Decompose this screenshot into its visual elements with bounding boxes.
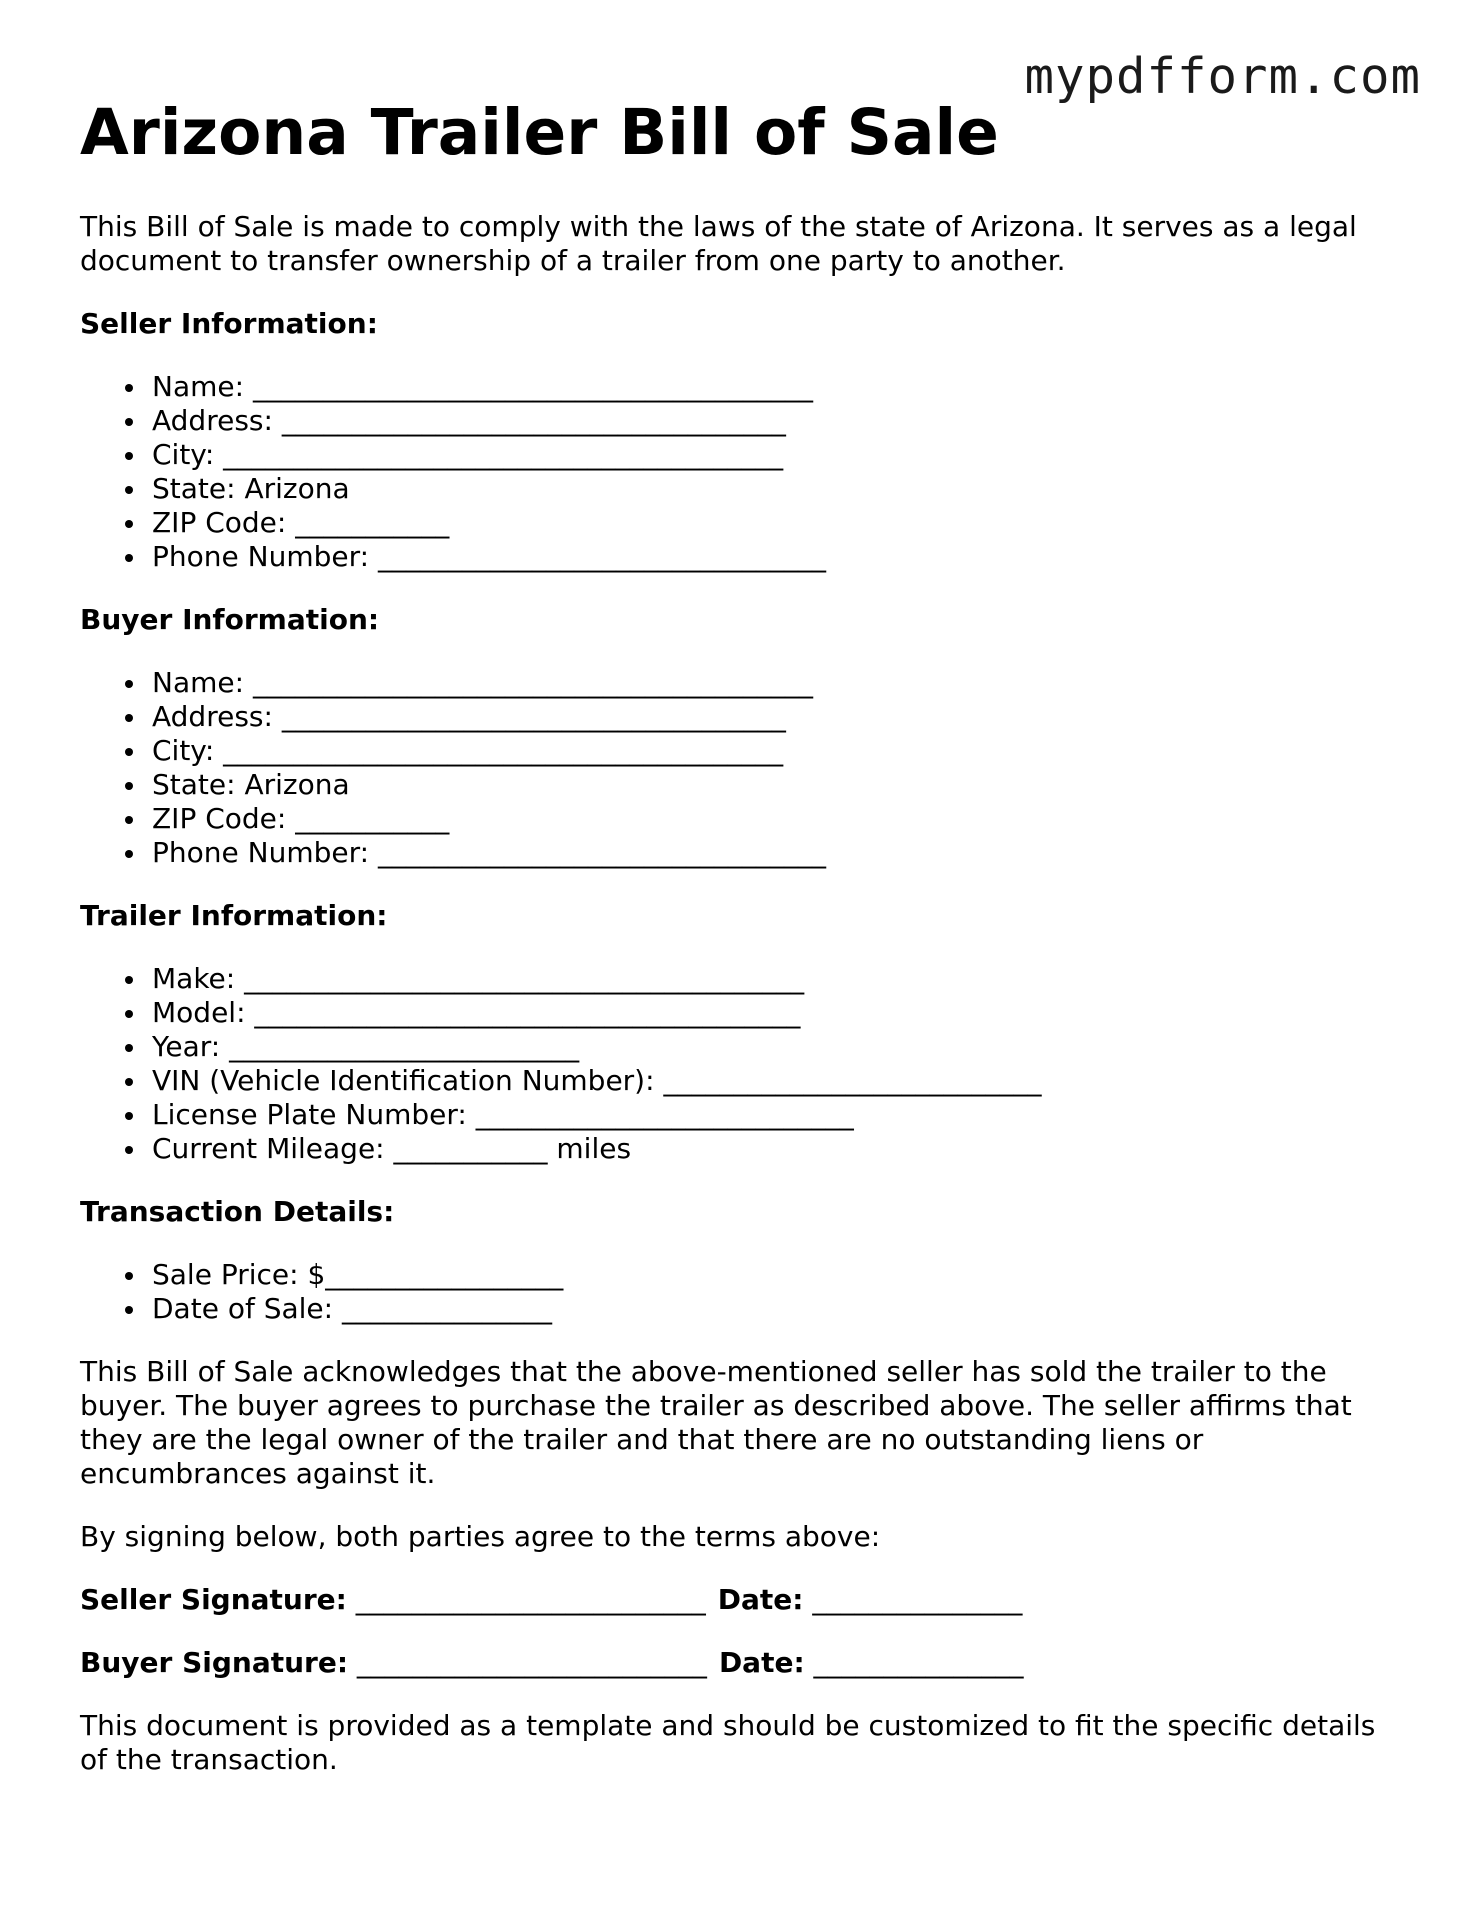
document-body — [80, 210, 1410, 1806]
field-label: Phone Number: — [152, 540, 370, 573]
field-blank[interactable]: ________________________________________ — [235, 962, 805, 995]
trailer-year-field[interactable] — [152, 1030, 1410, 1064]
sale-price-field[interactable] — [152, 1258, 1410, 1292]
seller-info-list — [80, 370, 1410, 574]
field-label: City: — [152, 734, 215, 767]
buyer-signature-label: Buyer Signature: — [80, 1646, 349, 1679]
seller-name-field[interactable] — [152, 370, 1410, 404]
field-blank[interactable]: ________________________________________ — [214, 734, 784, 767]
seller-state-field — [152, 472, 1410, 506]
buyer-date-label: Date: — [718, 1646, 805, 1679]
buyer-state-field — [152, 768, 1410, 802]
buyer-info-list — [80, 666, 1410, 870]
field-label: VIN (Vehicle Identification Number): — [152, 1064, 655, 1097]
seller-signature-line — [80, 1583, 1410, 1617]
intro-paragraph: This Bill of Sale is made to comply with the laws of the state of Arizona. It serves as a legal document to transfer ownership of a trailer from one party to another. — [80, 210, 1357, 277]
field-blank[interactable]: ___________________________ — [654, 1064, 1042, 1097]
field-blank[interactable]: ____________________________________ — [272, 700, 786, 733]
transaction-section-heading: Transaction Details: — [80, 1195, 395, 1228]
field-label: License Plate Number: — [152, 1098, 467, 1131]
buyer-section-heading: Buyer Information: — [80, 603, 380, 636]
field-label: Date of Sale: — [152, 1292, 334, 1325]
buyer-city-field[interactable] — [152, 734, 1410, 768]
field-label: Model: — [152, 996, 246, 1029]
field-blank[interactable]: ________________________________________ — [244, 370, 813, 403]
trailer-vin-field[interactable] — [152, 1064, 1410, 1098]
field-blank[interactable]: $_________________ — [298, 1258, 564, 1291]
field-label: Address: — [152, 700, 273, 733]
field-label: ZIP Code: — [152, 802, 287, 835]
trailer-mileage-field[interactable] — [152, 1132, 1410, 1166]
field-blank[interactable]: ____________________________________ — [272, 404, 786, 437]
buyer-signature-line — [80, 1646, 1410, 1680]
buyer-name-field[interactable] — [152, 666, 1410, 700]
field-value: Arizona — [235, 472, 350, 505]
field-label: State: — [152, 768, 236, 801]
trailer-license-plate-field[interactable] — [152, 1098, 1410, 1132]
field-blank[interactable]: _______________ — [333, 1292, 552, 1325]
field-blank[interactable]: _______________________________________ — [245, 996, 801, 1029]
seller-city-field[interactable] — [152, 438, 1410, 472]
field-blank[interactable]: ___________________________ — [466, 1098, 854, 1131]
agreement-statement: By signing below, both parties agree to the terms above: — [80, 1520, 881, 1553]
trailer-section-heading: Trailer Information: — [80, 899, 388, 932]
field-blank[interactable]: ________________________________ — [369, 836, 826, 869]
field-blank[interactable]: ___________ miles — [384, 1132, 632, 1165]
field-label: Name: — [152, 370, 245, 403]
seller-signature-label: Seller Signature: — [80, 1583, 347, 1616]
buyer-signature-blank[interactable]: _________________________ — [348, 1646, 707, 1679]
field-label: Make: — [152, 962, 236, 995]
site-watermark: mypdfform.com — [1024, 48, 1421, 105]
trailer-make-field[interactable] — [152, 962, 1410, 996]
seller-date-blank[interactable]: _______________ — [803, 1583, 1023, 1616]
field-label: Year: — [152, 1030, 221, 1063]
field-blank[interactable]: ________________________________________ — [214, 438, 784, 471]
field-value: Arizona — [235, 768, 350, 801]
trailer-info-list — [80, 962, 1410, 1166]
trailer-model-field[interactable] — [152, 996, 1410, 1030]
field-label: City: — [152, 438, 215, 471]
seller-section-heading: Seller Information: — [80, 307, 378, 340]
seller-address-field[interactable] — [152, 404, 1410, 438]
field-label: Name: — [152, 666, 245, 699]
buyer-zip-field[interactable] — [152, 802, 1410, 836]
date-of-sale-field[interactable] — [152, 1292, 1410, 1326]
footer-note: This document is provided as a template and should be customized to fit the specific details of the transaction. — [80, 1709, 1376, 1776]
seller-phone-field[interactable] — [152, 540, 1410, 574]
field-label: Address: — [152, 404, 273, 437]
seller-zip-field[interactable] — [152, 506, 1410, 540]
field-label: Sale Price: — [152, 1258, 299, 1291]
field-label: Current Mileage: — [152, 1132, 385, 1165]
acknowledgment-paragraph: This Bill of Sale acknowledges that the above-mentioned seller has sold the trailer to the buyer. The buyer agrees to purchase the trailer as described above. The seller affirms that they are the legal owner of the trailer and that there are no outstanding liens or encumbrances against it. — [80, 1355, 1352, 1490]
buyer-phone-field[interactable] — [152, 836, 1410, 870]
field-blank[interactable]: _________________________ — [220, 1030, 580, 1063]
field-blank[interactable]: ___________ — [286, 802, 450, 835]
seller-signature-blank[interactable]: _________________________ — [346, 1583, 706, 1616]
buyer-date-blank[interactable]: _______________ — [804, 1646, 1024, 1679]
field-blank[interactable]: ___________ — [286, 506, 450, 539]
field-label: Phone Number: — [152, 836, 370, 869]
field-label: State: — [152, 472, 236, 505]
transaction-info-list — [80, 1258, 1410, 1326]
seller-date-label: Date: — [717, 1583, 804, 1616]
field-blank[interactable]: ________________________________ — [369, 540, 826, 573]
buyer-address-field[interactable] — [152, 700, 1410, 734]
field-label: ZIP Code: — [152, 506, 287, 539]
field-blank[interactable]: ________________________________________ — [244, 666, 813, 699]
document-title: Arizona Trailer Bill of Sale — [80, 96, 999, 169]
